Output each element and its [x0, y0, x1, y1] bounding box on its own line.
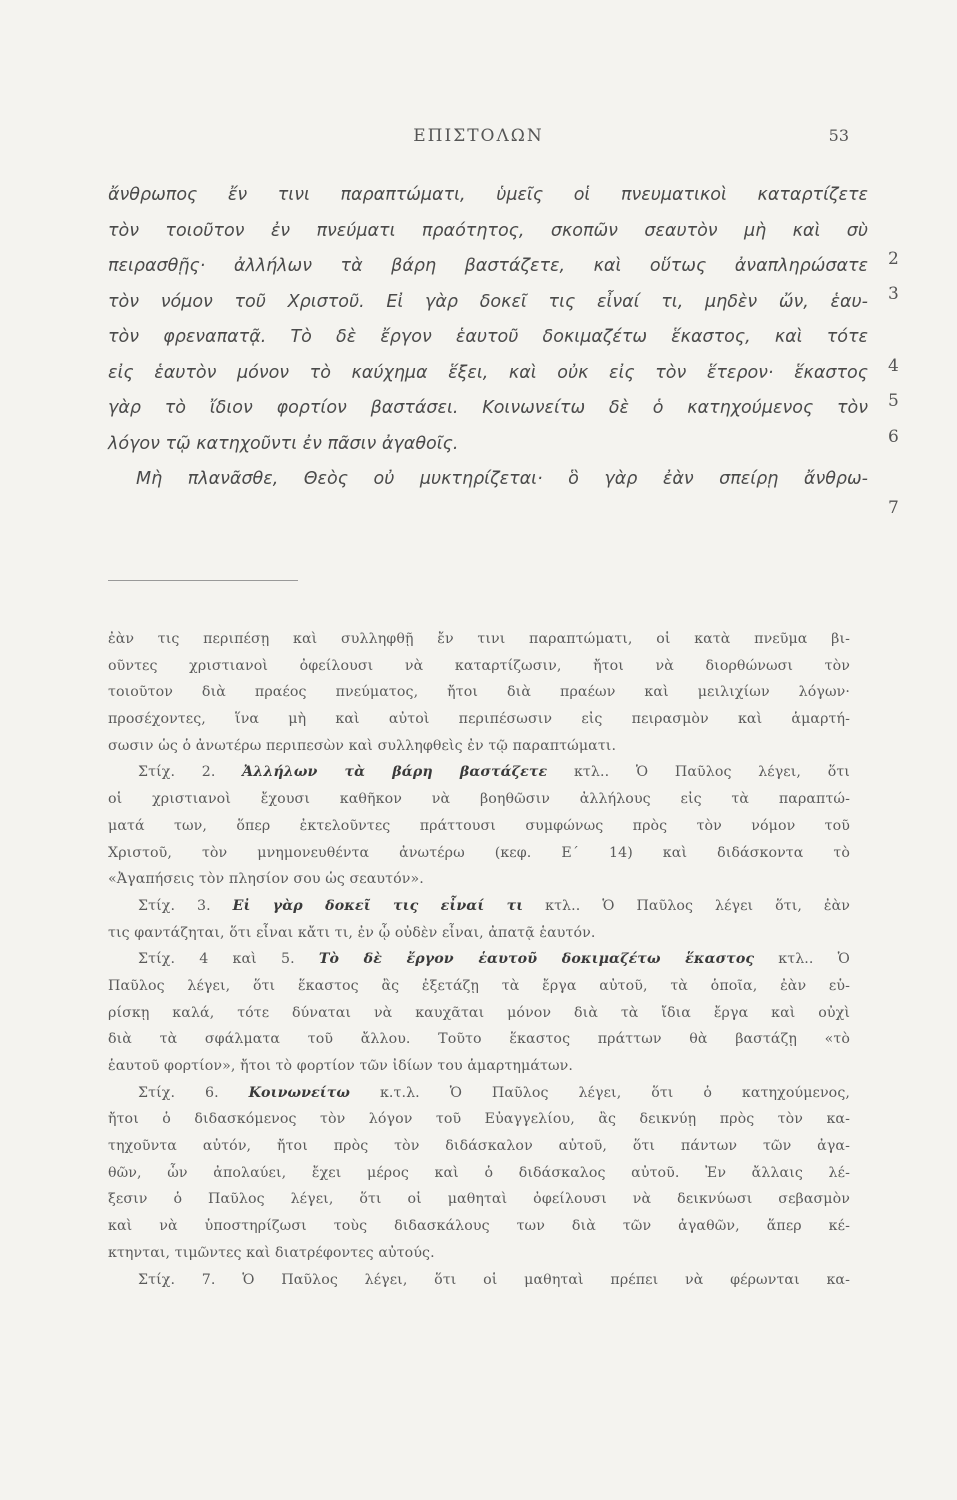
commentary-line: τις φαντάζηται, ὅτι εἶναι κἄτι τι, ἐν ᾧ οὐδὲν εἶναι, ἀπατᾷ ἑαυτόν.: [108, 924, 596, 941]
commentary-line: τοιοῦτον διὰ πραέος πνεύματος, ἤτοι διὰ πραέων καὶ μειλιχίων λόγων·: [108, 684, 850, 701]
verse-number: 5: [888, 391, 899, 411]
scripture-line: ἄνθρωπος ἔν τινι παραπτώματι, ὑμεῖς οἱ πνευματικοὶ καταρτίζετε: [108, 185, 868, 205]
lemma: Εἰ γὰρ δοκεῖ τις εἶναί τι: [232, 897, 524, 914]
commentary-line: ἐὰν τις περιπέσῃ καὶ συλληφθῇ ἔν τινι παραπτώματι, οἱ κατὰ πνεῦμα βι-: [108, 631, 850, 647]
commentary-text: κ.τ.λ. Ὁ Παῦλος λέγει, ὅτι ὁ κατηχούμενος,: [379, 1084, 850, 1101]
scripture-line: τὸν τοιοῦτον ἐν πνεύματι πραότητος, σκοπῶν σεαυτὸν μὴ καὶ σὺ: [108, 220, 868, 241]
verse-reference: Στίχ. 6.: [138, 1084, 219, 1101]
commentary-line: διὰ τὰ σφάλματα τοῦ ἄλλου. Τοῦτο ἕκαστος πράττων θὰ βαστάζῃ «τὸ: [108, 1031, 850, 1048]
commentary-line: ρίσκῃ καλά, τότε δύναται νὰ καυχᾶται μόνον διὰ τὰ ἴδια ἔργα καὶ οὐχὶ: [108, 1004, 850, 1021]
commentary-verse-6: [108, 1080, 850, 1107]
scripture-text: [108, 178, 868, 498]
footnote-divider: [108, 580, 298, 581]
lemma: Τὸ δὲ ἔργον ἑαυτοῦ δοκιμαζέτω ἕκαστος: [318, 951, 755, 968]
verse-number: 3: [888, 284, 899, 304]
scripture-line: Μὴ πλανᾶσθε, Θεὸς οὐ μυκτηρίζεται· ὃ γὰρ ἐὰν σπείρῃ ἄνθρω-: [136, 469, 868, 489]
verse-number: 4: [888, 356, 899, 376]
commentary-line: ματά των, ὅπερ ἐκτελοῦντες πράττουσι συμφώνως πρὸς τὸν νόμον τοῦ: [108, 817, 850, 834]
commentary-line: οἱ χριστιανοὶ ἔχουσι καθῆκον νὰ βοηθῶσιν ἀλλήλους εἰς τὰ παραπτώ-: [108, 791, 850, 808]
scripture-line: τὸν φρεναπατᾷ. Τὸ δὲ ἔργον ἑαυτοῦ δοκιμαζέτω ἕκαστος, καὶ τότε: [108, 327, 868, 347]
scripture-line: εἰς ἑαυτὸν μόνον τὸ καύχημα ἕξει, καὶ οὐκ εἰς τὸν ἕτερον· ἕκαστος: [108, 362, 868, 383]
commentary-line: τηχοῦντα αὐτόν, ἤτοι πρὸς τὸν διδάσκαλον αὐτοῦ, ὅτι πάντων τῶν ἀγα-: [108, 1138, 850, 1155]
running-head: ΕΠΙΣΤΟΛΩΝ: [413, 126, 544, 146]
commentary-text: κτλ.. Ὁ Παῦλος λέγει ὅτι, ἐὰν: [545, 897, 850, 914]
commentary-verse-7: Στίχ. 7. Ὁ Παῦλος λέγει, ὅτι οἱ μαθηταὶ πρέπει νὰ φέρωνται κα-: [138, 1271, 850, 1288]
verse-number: 7: [888, 498, 899, 518]
commentary-line: ἑαυτοῦ φορτίον», ἤτοι τὸ φορτίον τῶν ἰδίων του ἁμαρτημάτων.: [108, 1058, 573, 1074]
commentary-verse-2: [108, 759, 850, 786]
verse-reference: Στίχ. 4 καὶ 5.: [138, 951, 295, 968]
verse-number: 2: [888, 249, 899, 269]
lemma: Κοινωνείτω: [248, 1084, 351, 1101]
commentary-line: Παῦλος λέγει, ὅτι ἕκαστος ἂς ἐξετάζῃ τὰ ἔργα αὐτοῦ, τὰ ὁποῖα, ἐὰν εὑ-: [108, 977, 850, 994]
commentary-text: κτλ.. Ὁ Παῦλος λέγει, ὅτι: [573, 764, 850, 781]
commentary-line: «Ἀγαπήσεις τὸν πλησίον σου ὡς σεαυτόν».: [108, 871, 424, 888]
commentary-line: κτηνται, τιμῶντες καὶ διατρέφοντες αὐτούς.: [108, 1244, 435, 1261]
commentary-line: προσέχοντες, ἵνα μὴ καὶ αὐτοὶ περιπέσωσιν εἰς πειρασμὸν καὶ ἁμαρτή-: [108, 711, 850, 728]
page-header: [0, 126, 957, 156]
scripture-line: τὸν νόμον τοῦ Χριστοῦ. Εἰ γὰρ δοκεῖ τις εἶναί τι, μηδὲν ὤν, ἑαυ-: [108, 291, 868, 312]
verse-number: 6: [888, 427, 899, 447]
commentary: [108, 626, 850, 1293]
commentary-line: οῦντες χριστιανοὶ ὀφείλουσι νὰ καταρτίζωσιν, ἤτοι νὰ διορθώνωσι τὸν: [108, 657, 850, 674]
commentary-line: καὶ νὰ ὑποστηρίζωσι τοὺς διδασκάλους των διὰ τῶν ἀγαθῶν, ἅπερ κέ-: [108, 1218, 850, 1235]
scripture-line: λόγον τῷ κατηχοῦντι ἐν πᾶσιν ἀγαθοῖς.: [108, 433, 459, 454]
commentary-line: Χριστοῦ, τὸν μνημονευθέντα ἀνωτέρω (κεφ. Ε΄ 14) καὶ διδάσκοντα τὸ: [108, 844, 850, 861]
verse-reference: Στίχ. 2.: [138, 764, 216, 781]
lemma: Ἀλλήλων τὰ βάρη βαστάζετε: [242, 764, 548, 781]
verse-reference: Στίχ. 3.: [138, 897, 211, 914]
commentary-text: κτλ.. Ὁ: [778, 951, 850, 968]
commentary-line: θῶν, ὧν ἀπολαύει, ἔχει μέρος καὶ ὁ διδάσκαλος αὐτοῦ. Ἐν ἄλλαις λέ-: [108, 1164, 850, 1181]
scripture-line: πειρασθῇς· ἀλλήλων τὰ βάρη βαστάζετε, καὶ οὕτως ἀναπληρώσατε: [108, 256, 868, 276]
commentary-line: ξεσιν ὁ Παῦλος λέγει, ὅτι οἱ μαθηταὶ ὀφείλουσι νὰ δεικνύωσι σεβασμὸν: [108, 1191, 850, 1208]
commentary-verse-3: [108, 893, 850, 920]
commentary-line: σωσιν ὡς ὁ ἀνωτέρω περιπεσὼν καὶ συλληφθεὶς ἐν τῷ παραπτώματι.: [108, 737, 617, 754]
commentary-verse-4-5: [108, 946, 850, 973]
page-number: 53: [828, 126, 849, 145]
scripture-line: γὰρ τὸ ἴδιον φορτίον βαστάσει. Κοινωνείτω δὲ ὁ κατηχούμενος τὸν: [108, 398, 868, 418]
commentary-line: ἤτοι ὁ διδασκόμενος τὸν λόγον τοῦ Εὐαγγελίου, ἂς δεικνύῃ πρὸς τὸν κα-: [108, 1111, 850, 1128]
